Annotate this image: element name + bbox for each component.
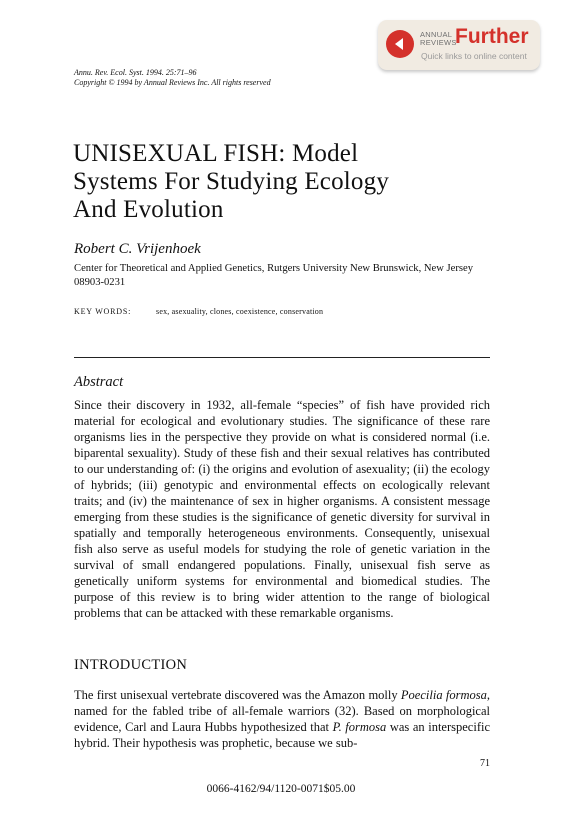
species-name: P. formosa — [332, 720, 387, 734]
introduction-heading: INTRODUCTION — [74, 657, 188, 673]
article-title — [73, 140, 493, 224]
further-tagline: Quick links to online content — [421, 51, 527, 61]
citation-block — [74, 68, 271, 88]
abstract-heading: Abstract — [74, 374, 124, 390]
page-number: 71 — [480, 758, 490, 769]
introduction-text: The first unisexual vertebrate discovered was the Amazon molly Poecilia formosa, named for the fabled tribe of all-female warriors (32). Based on morphological evidence, Carl and Laura Hubbs hypothesized that P. formosa was an interspecific hybrid. Their hypothesis was prophetic, because we sub- — [74, 688, 490, 750]
arrow-left-circle-icon — [386, 30, 414, 58]
title-line: And Evolution — [73, 196, 224, 223]
species-name: Poecilia formosa — [400, 688, 487, 702]
section-divider — [74, 357, 490, 358]
keywords-label: KEY WORDS: — [74, 307, 132, 316]
author-name: Robert C. Vrijenhoek — [74, 241, 201, 257]
citation-line-copyright: Copyright © 1994 by Annual Reviews Inc. All rights reserved — [74, 78, 271, 87]
author-affiliation: Center for Theoretical and Applied Genetics, Rutgers University New Brunswick, New Jersey 08903-0231 — [74, 263, 474, 288]
annual-reviews-brand: ANNUAL REVIEWS — [420, 30, 457, 47]
keywords-list: sex, asexuality, clones, coexistence, conservation — [156, 307, 324, 316]
further-word: Further — [455, 25, 529, 48]
footer-code: 0066-4162/94/1120-0071$05.00 — [206, 783, 356, 795]
title-line: Systems For Studying Ecology — [73, 168, 390, 195]
abstract-text: Since their discovery in 1932, all-female “species” of fish have provided rich material for ecological and evolutionary studies. The significance of these rare organisms lies in the perspective they provide on what is considered normal (i.e. biparental sexuality). Study of these fish and their sexual relatives has contributed to our understanding of: (i) the origins and evolution of asexuality; (ii) the ecology of hybrids; (iii) genotypic and environmental effects on ecologically relevant traits; and (iv) the maintenance of sex in higher organisms. A consistent message emerging from these studies is the significance of genetic diversity for survival in spatially and temporally heterogeneous environments. Consequently, unisexual fish also serve as useful models for studying the role of genetic variation in the survival of small endangered populations. Finally, unisexual fish serve as genetically uniform systems for environmental and biomedical studies. The purpose of this review is to bring wider attention to the range of biological problems that can be attacked with these remarkable organisms. — [74, 398, 490, 620]
further-badge[interactable] — [378, 20, 540, 70]
citation-line-journal: Annu. Rev. Ecol. Syst. 1994. 25:71–96 — [74, 68, 197, 77]
title-line: UNISEXUAL FISH: Model — [73, 140, 359, 167]
